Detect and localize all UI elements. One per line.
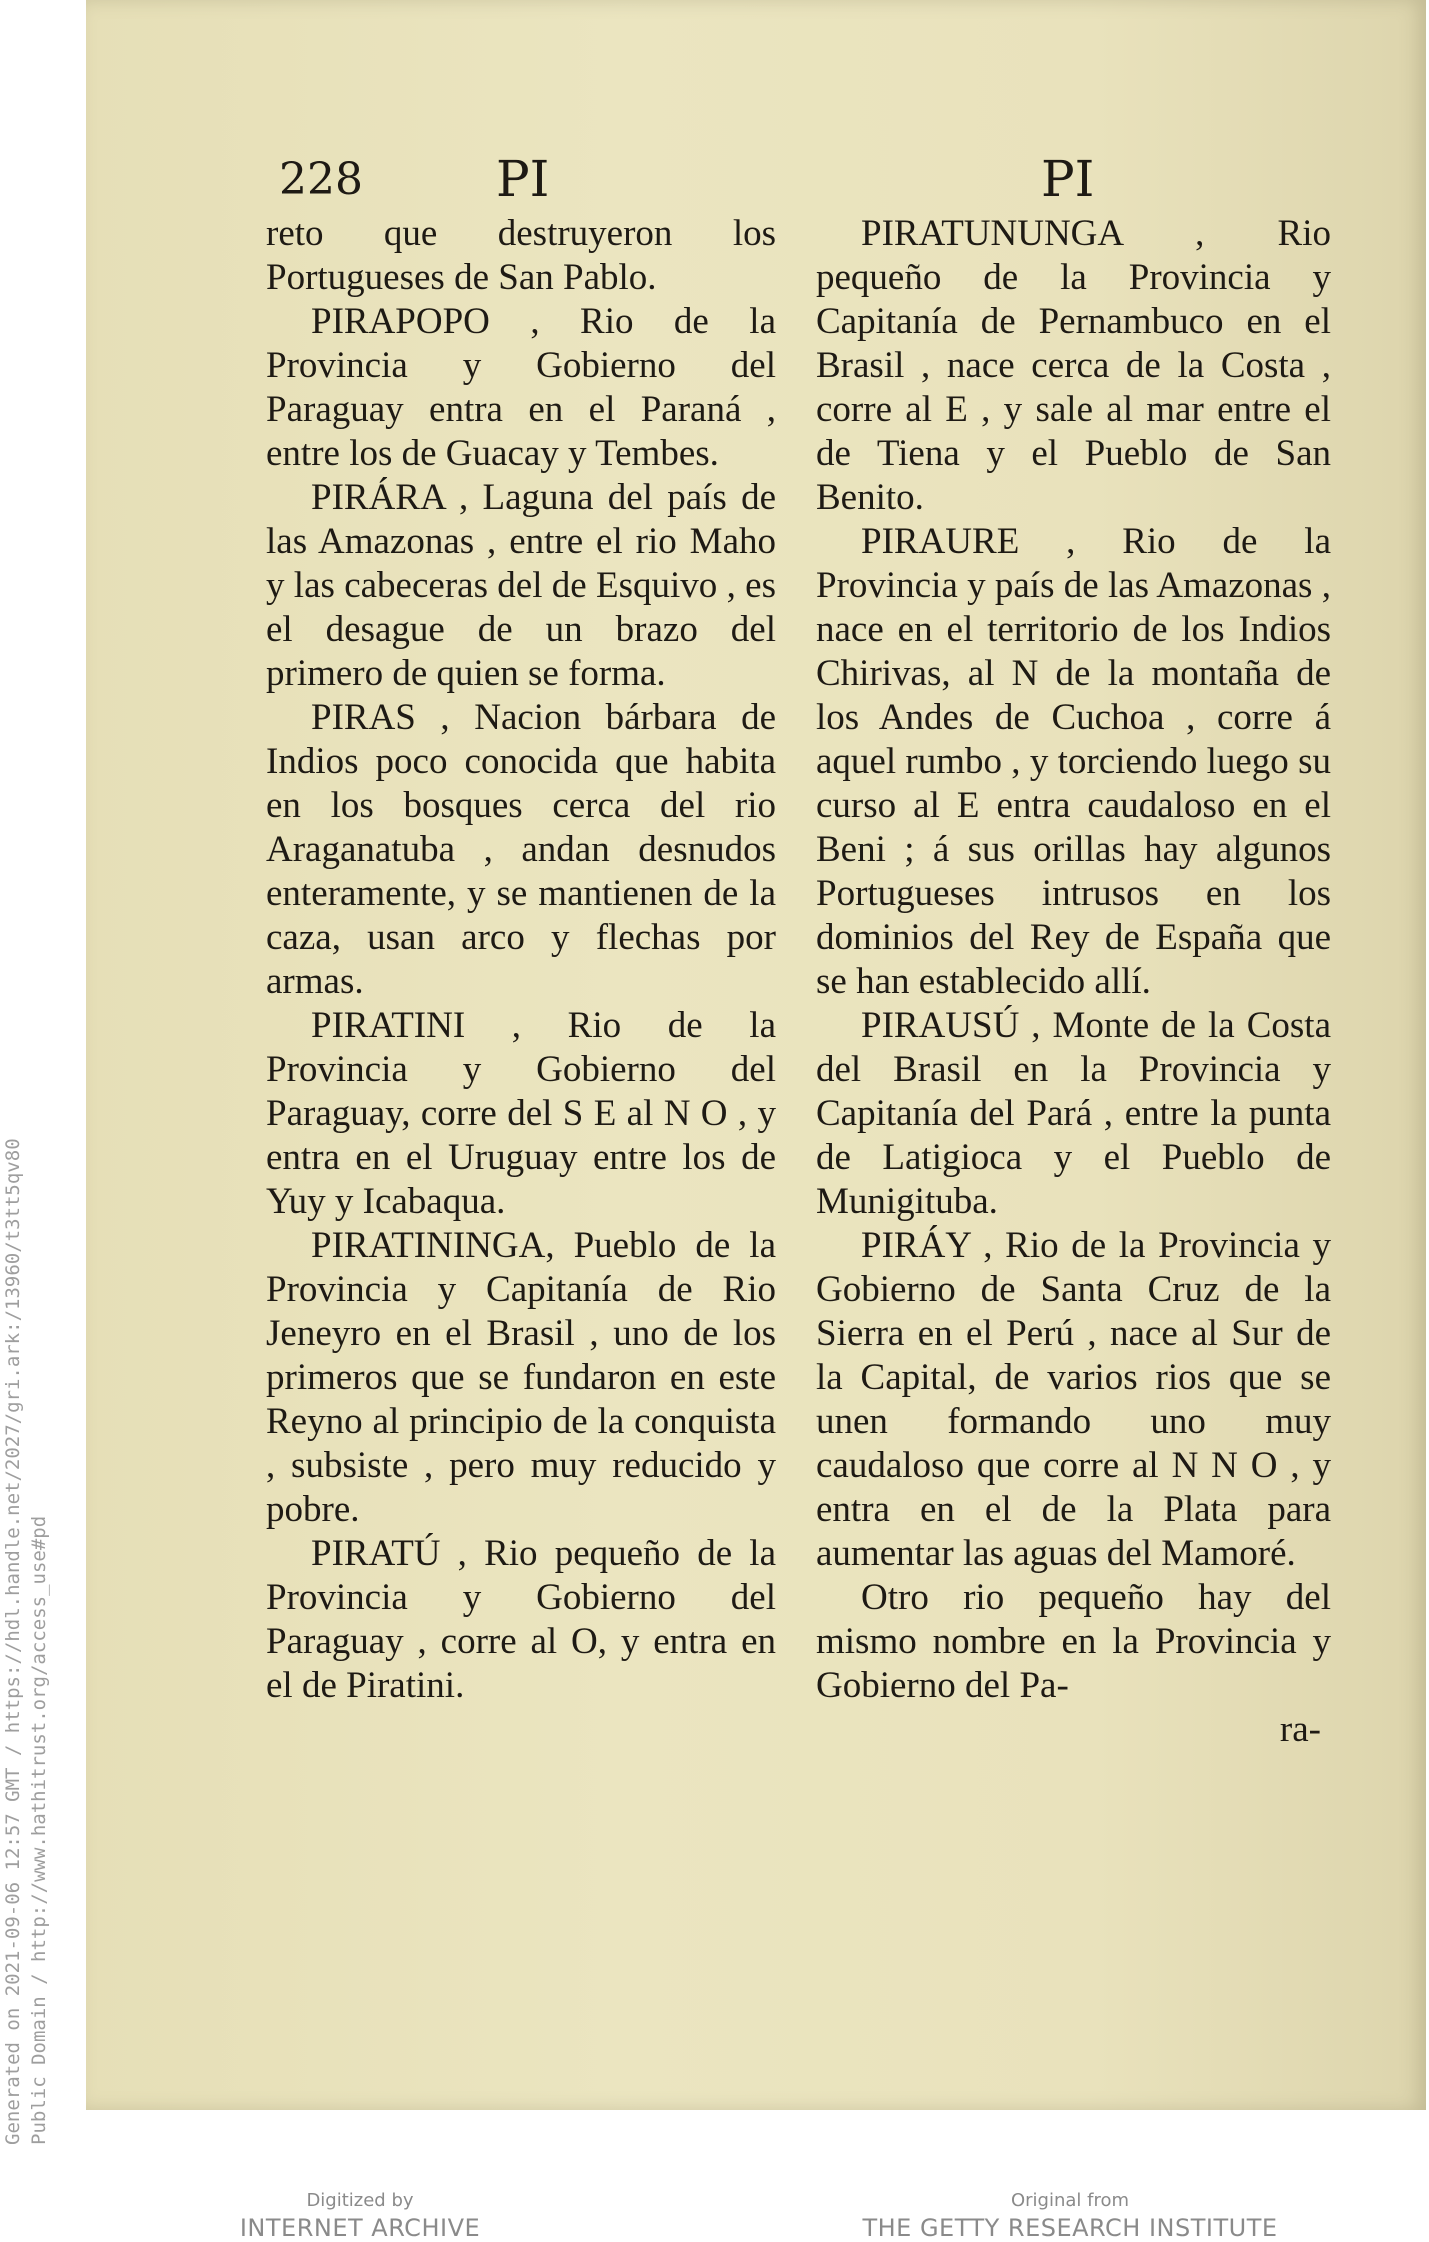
entry-piray: PIRÁY , Rio de la Provincia y Gobierno de Santa Cruz de la Sierra en el Perú , nace al Sur de la Capital, de varios rios que se unen formando uno muy caudaloso que corre al N N O , y entra en el de la Plata para aumentar las aguas del Mamoré.	[816, 1225, 1331, 1574]
entry-piratu: PIRATÚ , Rio pequeño de la Provincia y Gobierno del Paraguay , corre al O, y entra en el de Piratini.	[266, 1533, 776, 1706]
page-number: 228	[279, 154, 363, 205]
original-from-credit	[860, 2190, 1280, 2242]
entry-piratini: PIRATINI , Rio de la Provincia y Gobierno del Paraguay, corre del S E al N O , y entra en el Uruguay entre los de Yuy y Icabaqua.	[266, 1005, 776, 1222]
entry-piratininga: PIRATININGA, Pueblo de la Provincia y Capitanía de Rio Jeneyro en el Brasil , uno de los primeros que se fundaron en este Reyno al principio de la conquista , subsiste , pero muy reducido y pobre.	[266, 1225, 776, 1530]
stamp-line-generated: Generated on 2021-09-06 12:57 GMT / https://hdl.handle.net/2027/gri.ark:/13960/t3tt5qv80	[2, 1138, 24, 2145]
entry-piraure: PIRAURE , Rio de la Provincia y país de las Amazonas , nace en el territorio de los Indios Chirivas, al N de la montaña de los Andes de Cuchoa , corre á aquel rumbo , y torciendo luego su curso al E entra caudaloso en el Beni ; á sus orillas hay algunos Portugueses intrusos en los dominios del Rey de España que se han establecido allí.	[816, 521, 1331, 1002]
catchword: ra-	[1279, 1709, 1321, 1750]
left-text-column	[266, 212, 776, 1708]
book-page-scan	[86, 0, 1426, 2110]
entry-pirapopo: PIRAPOPO , Rio de la Provincia y Gobierno del Paraguay entra en el Paraná , entre los de Guacay y Tembes.	[266, 301, 776, 474]
right-text-column	[816, 212, 1331, 1752]
entry-piras: PIRAS , Nacion bárbara de Indios poco conocida que habita en los bosques cerca del rio Araganatuba , andan desnudos enteramente, y se mantienen de la caza, usan arco y flechas por armas.	[266, 697, 776, 1002]
running-head-right: PI	[1041, 150, 1095, 208]
original-from-label: Original from	[1010, 2190, 1130, 2211]
getty-institute-logo-text: THE GETTY RESEARCH INSTITUTE	[862, 2214, 1278, 2242]
entry-otro-rio: Otro rio pequeño hay del mismo nombre en la Provincia y Gobierno del Pa-	[816, 1577, 1331, 1706]
digitized-by-credit	[200, 2190, 520, 2242]
stamp-line-public-domain: Public Domain / http://www.hathitrust.org/access_use#pd	[28, 1515, 50, 2145]
hathitrust-generation-stamp	[0, 55, 60, 2155]
entry-pirausu: PIRAUSÚ , Monte de la Costa del Brasil en la Provincia y Capitanía del Pará , entre la punta de Latigioca y el Pueblo de Munigituba.	[816, 1005, 1331, 1222]
internet-archive-logo-text: INTERNET ARCHIVE	[239, 2214, 481, 2242]
entry-continuation: reto que destruyeron los Portugueses de San Pablo.	[266, 213, 776, 298]
entry-piratununga: PIRATUNUNGA , Rio pequeño de la Provincia y Capitanía de Pernambuco en el Brasil , nace cerca de la Costa , corre al E , y sale al mar entre el de Tiena y el Pueblo de San Benito.	[816, 213, 1331, 518]
running-head-left: PI	[496, 150, 550, 208]
digitized-by-label: Digitized by	[306, 2190, 414, 2211]
page-header	[86, 150, 1426, 210]
entry-pirara: PIRÁRA , Laguna del país de las Amazonas , entre el rio Maho y las cabeceras del de Esquivo , es el desague de un brazo del primero de quien se forma.	[266, 477, 776, 694]
